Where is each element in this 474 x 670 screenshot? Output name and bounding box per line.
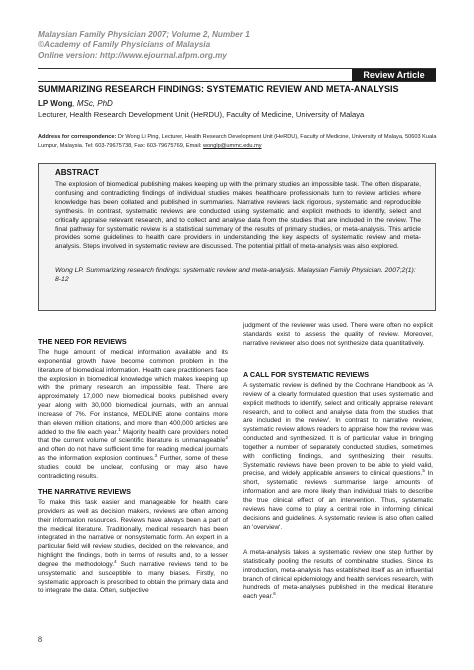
heading-narrative-reviews: THE NARRATIVE REVIEWS	[38, 487, 131, 496]
correspondence-text: Dr Wong Li Ping, Lecturer, Health Research Development Unit (HeRDU), Faculty of Medicine, University of Malaya, 50603 Kuala Lumpur, Malaysia. Tel: 603-79675738, Fax: 603-79675769, Email:	[38, 134, 437, 150]
left-column-section-1	[38, 349, 228, 482]
reference-marker: 3	[154, 452, 158, 458]
text-run: The huge amount of medical information available and its exponential growth have become common problem in the literature of biomedical information. Health care practitioners face the explosion in biomedical knowledge which makes keeping up with the primary research an impossible feat. There are approximately 17,000 new biomedical books published every year along with 30,000 biomedical journals, with an annual increase of 7%. For instance, MEDLINE alone contains more than eleven million citations, and more than 400,000 articles are added to the file each year.	[38, 349, 228, 436]
author-affiliation: Lecturer, Health Research Development Unit (HeRDU), Faculty of Medicine, University of Malaya	[38, 110, 365, 119]
paragraph: judgment of the reviewer was used. There were often no explicit standards exist to assess the quality of review. Moreover, narrative reviewer also does not synthesize data quantitatively.	[243, 322, 433, 347]
reference-marker: 2	[225, 435, 228, 441]
left-column-section-2	[38, 499, 228, 596]
text-run: A meta-analysis takes a systematic review one step further by statistically pooling the results of combinable studies. Since its introduction, meta-analysis has established itself as an influential branch of clinical epidemiology and health services research, with hundreds of meta-analyses published in the medical literature each year.	[243, 549, 433, 601]
article-title: SUMMARIZING RESEARCH FINDINGS: SYSTEMATIC REVIEW AND META-ANALYSIS	[38, 84, 399, 94]
paragraph	[243, 549, 433, 602]
text-run: In short, systematic reviews summarise large amounts of information and are more likely than individual trials to describe the true clinical effect of an intervention. Thus, systematic reviews have come to play a central role in informing clinical decisions and guidelines. A systematic review is also often called an 'overview'.	[243, 470, 433, 531]
email-link[interactable]: wonglp@ummc.edu.my	[203, 143, 262, 150]
correspondence-label: Address for correspondence:	[38, 134, 117, 140]
reference-marker: 5	[422, 468, 425, 474]
reference-marker: 6	[273, 591, 276, 597]
text-run: Such narrative reviews tend to be unsystematic and susceptible to many biases. Firstly, no systematic approach is prescribed to obtain the primary data and to integrate the data. Often, subjective	[38, 560, 229, 595]
abstract-heading: ABSTRACT	[55, 168, 99, 177]
text-run: Majority health care providers noted that the current volume of scientific literature is unmanageable	[38, 428, 228, 445]
author-degrees: , MSc, PhD	[72, 99, 113, 108]
text-run: and often do not have sufficient time for reading medical journals as the information explosion continues.	[38, 446, 228, 463]
heading-need-for-reviews: THE NEED FOR REVIEWS	[38, 337, 127, 346]
right-column-section-4	[243, 549, 433, 602]
author-name: LP Wong	[38, 99, 73, 108]
article-type-badge: Review Article	[352, 69, 436, 81]
reference-marker: 1	[118, 426, 121, 432]
journal-header	[38, 30, 250, 61]
abstract-text: The explosion of biomedical publishing makes keeping up with the primary studies an impossible task. The often disparate, confusing and contradicting findings of individual studies makes healthcare professionals turn to review articles where knowledge has been collated and published in summaries. Narrative reviews lack rigorous, systematic and reproducible synthesis. In contrast, systematic reviews are conducted using systematic and explicit methods to identify, select and critically appraise relevant research, and to collect and analyse data from the studies that are included in the review. The final pathway for systematic review is a statistical summary of the results of primary studies, or meta-analysis. This article provides some guidelines to health care providers in understanding the key aspects of systematic review and meta-analysis. Steps involved in systematic review are discussed. The potential pitfall of meta-analysis was also explored.	[55, 181, 421, 251]
journal-copyright-line: ©Academy of Family Physicians of Malaysia	[38, 40, 211, 50]
heading-call-for-systematic-reviews: A CALL FOR SYSTEMATIC REVIEWS	[243, 370, 370, 379]
author-line	[38, 99, 113, 109]
text-run: To make this task easier and manageable for health care providers as well as decision makers, reviews are often among their information resources. Reviews have always been a part of the medical literature. Traditionally, medical research has been integrated in the narrative or nonsystematic form. An expert in a particular field will review studies, decided on the relevance, and highlight the findings, both in terms of results and, to a lesser degree the methodology.	[38, 499, 228, 568]
right-column-continuation	[243, 322, 433, 349]
title-rule	[38, 81, 436, 82]
right-column-section-3	[243, 382, 433, 532]
paragraph	[38, 499, 228, 596]
reference-marker: 4	[114, 558, 117, 564]
text-run: Further, some of these studies could be unclear, confusing or may also have contradicting results.	[38, 455, 228, 480]
paragraph	[38, 349, 228, 482]
text-run: A systematic review is defined by the Cochrane Handbook as 'A review of a clearly formulated question that uses systematic and explicit methods to identify, select and critically appraise relevant research, and to collect and analyse data from the studies that are included in the review'. In contrast to narrative review, systematic review allows readers to appraise how the review was conducted and synthesized. It is of particular value in bringing together a number of separately conducted studies, sometimes with conflicting findings, and synthesizing their results. Systematic reviews have been proven to be able to yield valid, precise, and widely applicable answers to clinical questions.	[243, 382, 433, 478]
journal-citation-line: Malaysian Family Physician 2007; Volume 2, Number 1	[38, 30, 250, 39]
citation: Wong LP. Summarizing research findings: systematic review and meta-analysis. Malaysian Family Physician. 2007;2(1): 8-12	[55, 267, 416, 284]
paragraph	[243, 382, 433, 532]
page-number: 8	[38, 635, 42, 644]
correspondence-address	[38, 133, 438, 152]
journal-url-line: Online version: http://www.ejournal.afpm.org.my	[38, 50, 227, 60]
